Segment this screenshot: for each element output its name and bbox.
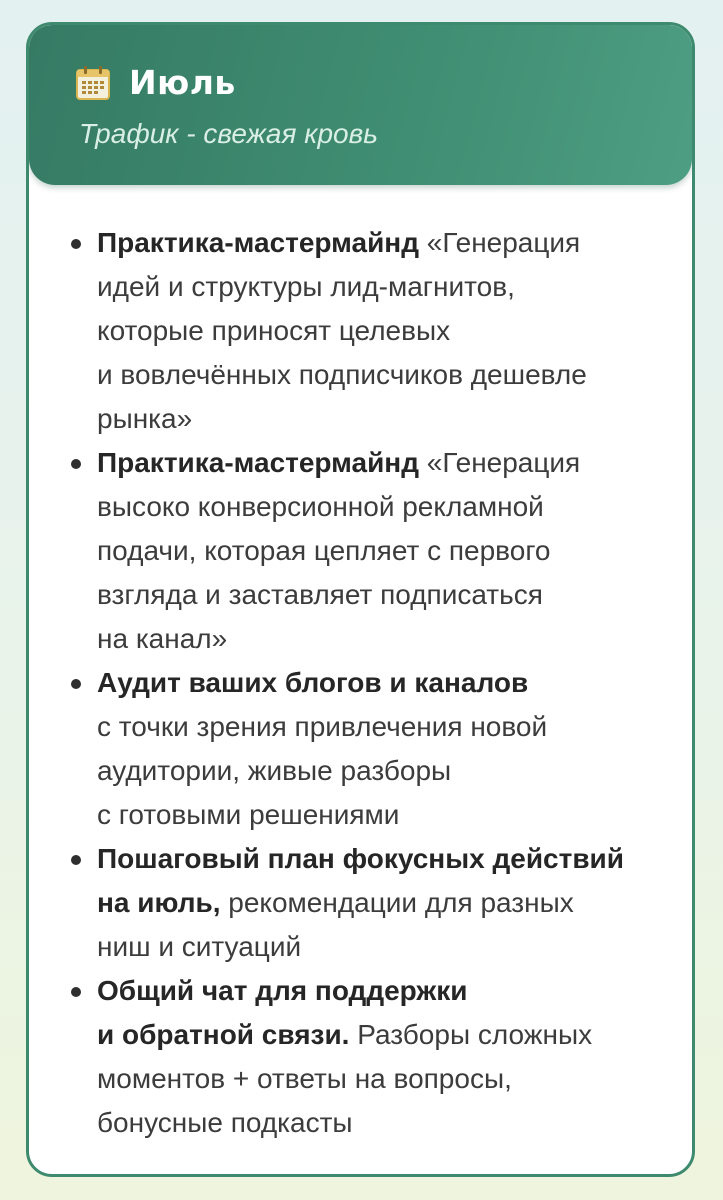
card-header bbox=[29, 25, 692, 185]
item-text: взгляда и заставляет подписаться bbox=[97, 579, 543, 610]
item-text: аудитории, живые разборы bbox=[97, 755, 452, 786]
item-line bbox=[97, 793, 679, 837]
item-line bbox=[97, 309, 679, 353]
item-line bbox=[97, 1013, 679, 1057]
list-item bbox=[69, 441, 679, 661]
item-text: Разборы сложных bbox=[349, 1019, 593, 1050]
month-title: Июль bbox=[129, 63, 236, 102]
item-line bbox=[97, 925, 679, 969]
list-item bbox=[69, 837, 679, 969]
month-subtitle: Трафик - свежая кровь bbox=[79, 118, 378, 149]
item-text: которые приносят целевых bbox=[97, 315, 451, 346]
item-text: и вовлечённых подписчиков дешевле bbox=[97, 359, 587, 390]
item-text: идей и структуры лид-магнитов, bbox=[97, 271, 515, 302]
item-text: бонусные подкасты bbox=[97, 1107, 353, 1138]
bullet-dot bbox=[71, 855, 81, 865]
item-bold-text: Практика-мастермайнд bbox=[97, 227, 419, 258]
bullet-dot bbox=[71, 987, 81, 997]
list-item bbox=[69, 221, 679, 441]
item-line bbox=[97, 353, 679, 397]
list-item bbox=[69, 969, 679, 1145]
item-text: ниш и ситуаций bbox=[97, 931, 302, 962]
header-title-row bbox=[75, 63, 236, 103]
item-line bbox=[97, 661, 679, 705]
item-bold-text: Общий чат для поддержки bbox=[97, 975, 468, 1006]
item-line bbox=[97, 529, 679, 573]
item-text: рынка» bbox=[97, 403, 193, 434]
item-text: высоко конверсионной рекламной bbox=[97, 491, 544, 522]
item-line bbox=[97, 573, 679, 617]
item-line bbox=[97, 265, 679, 309]
item-line bbox=[97, 485, 679, 529]
item-text: на канал» bbox=[97, 623, 228, 654]
item-bold-text: и обратной связи. bbox=[97, 1019, 350, 1050]
item-line bbox=[97, 837, 679, 881]
item-text: подачи, которая цепляет с первого bbox=[97, 535, 551, 566]
item-text: с готовыми решениями bbox=[97, 799, 400, 830]
item-bold-text: Аудит ваших блогов и каналов bbox=[97, 667, 529, 698]
item-text: «Генерация bbox=[418, 447, 581, 478]
bullet-dot bbox=[71, 239, 81, 249]
bullet-dot bbox=[71, 459, 81, 469]
item-line bbox=[97, 1101, 679, 1145]
item-line bbox=[97, 749, 679, 793]
item-line bbox=[97, 881, 679, 925]
item-bold-text: Практика-мастермайнд bbox=[97, 447, 419, 478]
item-line bbox=[97, 1057, 679, 1101]
item-line bbox=[97, 221, 679, 265]
item-line bbox=[97, 705, 679, 749]
item-text: рекомендации для разных bbox=[220, 887, 574, 918]
item-bold-text: на июль, bbox=[97, 887, 221, 918]
item-bold-text: Пошаговый план фокусных действий bbox=[97, 843, 624, 874]
month-card bbox=[26, 22, 695, 1177]
item-line bbox=[97, 397, 679, 441]
calendar-icon bbox=[75, 65, 111, 101]
bullet-dot bbox=[71, 679, 81, 689]
item-text: моментов + ответы на вопросы, bbox=[97, 1063, 512, 1094]
list-item bbox=[69, 661, 679, 837]
program-list bbox=[69, 221, 679, 1145]
item-text: «Генерация bbox=[418, 227, 581, 258]
item-line bbox=[97, 617, 679, 661]
item-line bbox=[97, 969, 679, 1013]
item-line bbox=[97, 441, 679, 485]
item-text: с точки зрения привлечения новой bbox=[97, 711, 548, 742]
